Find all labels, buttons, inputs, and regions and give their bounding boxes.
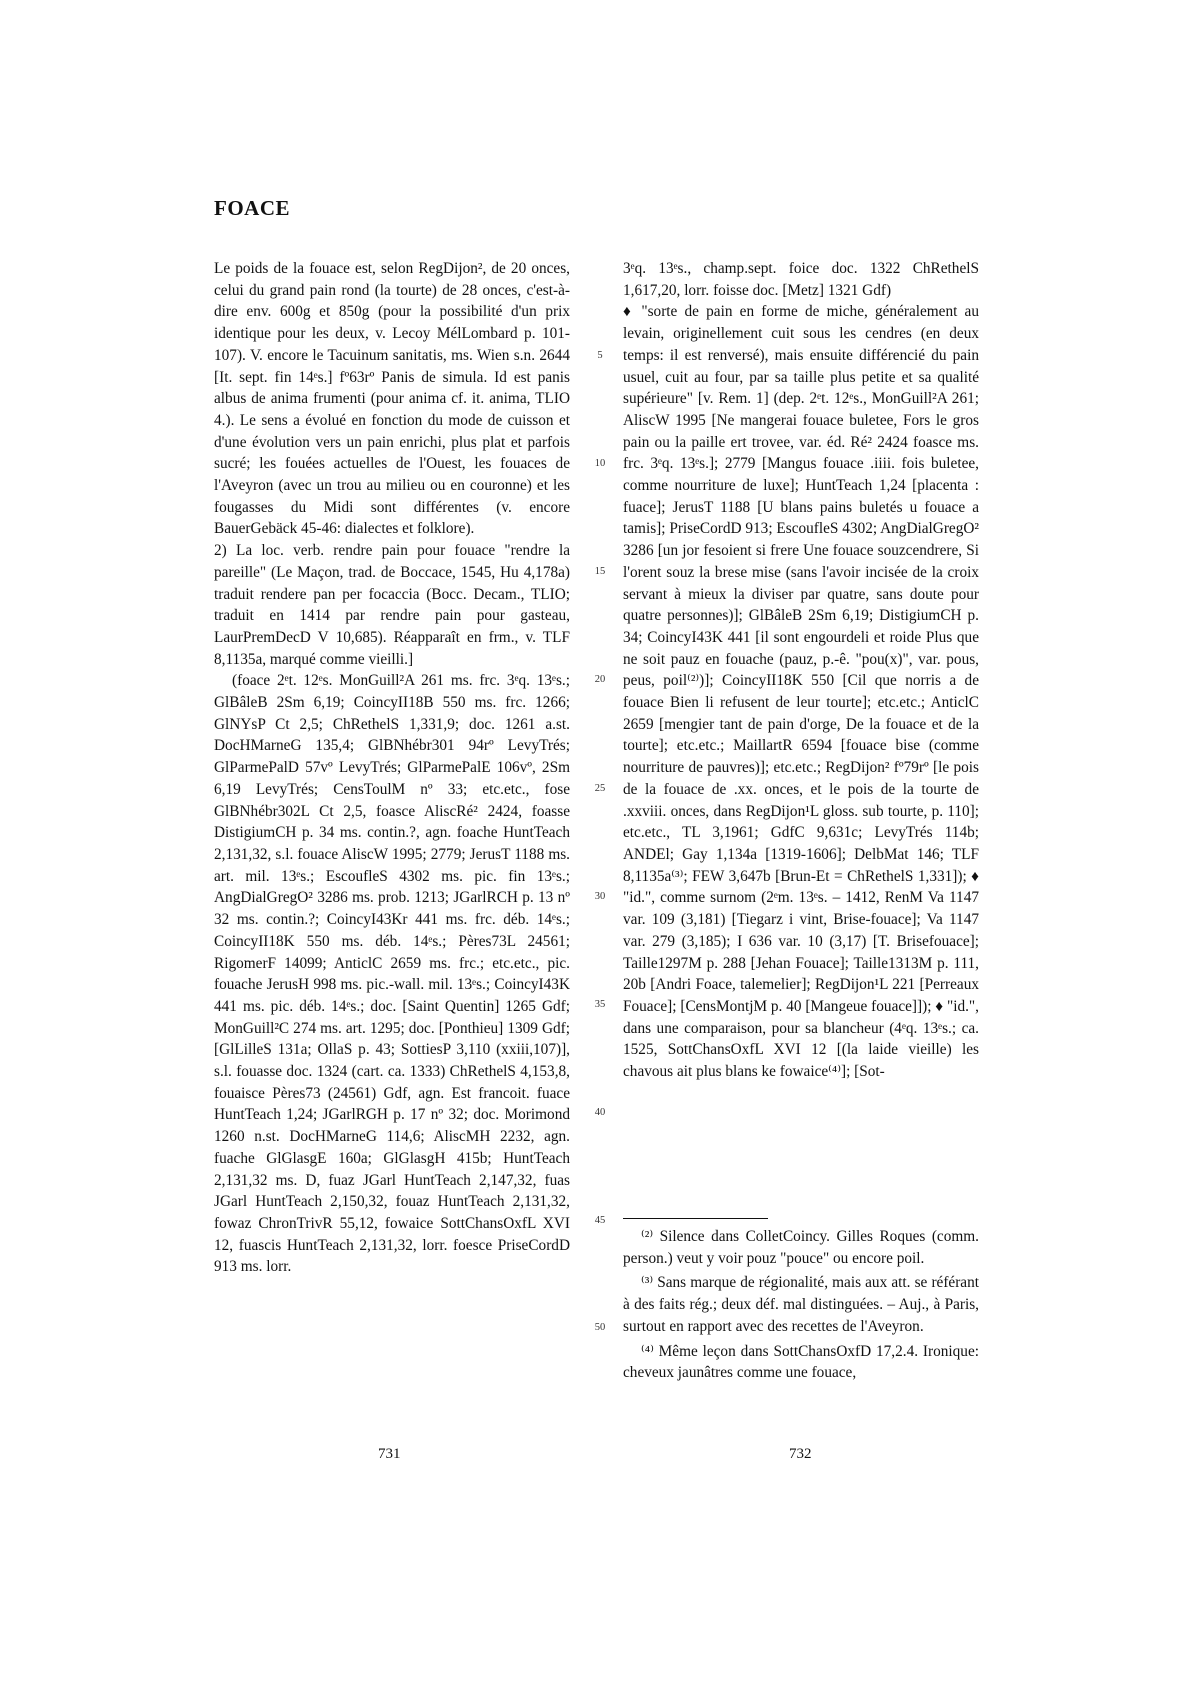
paragraph: ♦ "sorte de pain en forme de miche, généralement au levain, originellement cuit sous les cendres (en deux temps: il est renversé), mais ensuite différencié du pain usuel, cuit au four, par sa taille plus petite et sa qualité supérieure" [v. Rem. 1] (dep. 2ᵉt. 12ᵉs., MonGuill²A 261; AliscW 1995 [Ne mangerai fouace buletee, Fors le gros pain ou la paille ert trovee, var. éd. Ré² 2424 foasce ms. frc. 3ᵉq. 13ᵉs.]; 2779 [Mangus fouace .iiii. fois buletee, comme nourriture de luxe]; HuntTeach 1,24 [placenta : fuace]; JerusT 1188 [U blans pains buletés u fouace a tamis]; PriseCordD 913; EscoufleS 4302; AngDialGregO² 3286 [un jor fesoient si frere Une fouace souzcendrere, Si l'orent souz la brese mise (sans l'avoir incisée de la croix servant à mieux la diviser par quatre, sans doute pour quatre personnes)]; GlBâleB 2Sm 6,19; DistigiumCH p. 34; CoincyI43K 441 [il sont engourdeli et roide Plus que ne soit pauz en fouache (pauz, p.-ê. "pou(x)", var. pous, peus, poil⁽²⁾)]; CoincyII18K 550 [Cil que norris a de fouace Bien li refusent de leur tourte]; etc.etc.; AnticlC 2659 [mengier tant de pain d'orge, De la fouace et de la tourte]; etc.etc.; MaillartR 6594 [fouace bise (comme nourriture de pauvres)]; etc.etc.; RegDijon² fº79rº [le pois de la fouace de .xx. onces, et le pois de la tourte de .xxviii. onces, dans RegDijon¹L gloss. sub tourte, p. 110]; etc.etc., TL 3,1961; GdfC 9,631c; LevyTrés 114b; ANDEl; Gay 1,134a [1319-1606]; DelbMat 146; TLF 8,1135a⁽³⁾; FEW 3,647b [Brun-Et = ChRethelS 1,331]); ♦ "id.", comme surnom (2ᵉm. 13ᵉs. – 1412, RenM Va 1147 var. 109 (3,181) [Tiegarz i vint, Brise-fouace]; Va 1147 var. 279 (3,185); I 636 var. 10 (3,17) [T. Brisefouace]; Taille1297M p. 288 [Jehan Fouace]; Taille1313M p. 111, 20b [Andri Foace, talemelier]; RegDijon¹L 221 [Perreaux Fouace]; [CensMontjM p. 40 [Mangeue fouace]]); ♦ "id.", dans une comparaison, pour sa blancheur (4ᵉq. 13ᵉs.; ca. 1525, SottChansOxfL XVI 12 [(la laide vieille) les chavous ait plus blans ke fowaice⁽⁴⁾]; [Sot- xyxy=(623,303,979,1081)
line-number: 5 xyxy=(597,350,603,361)
line-number: 25 xyxy=(594,783,606,794)
footnotes xyxy=(623,1226,979,1387)
footnote: ⁽²⁾ Silence dans ColletCoincy. Gilles Roques (comm. person.) veut y voir pouz "pouce" ou encore poil. xyxy=(623,1228,979,1267)
line-number: 40 xyxy=(594,1107,606,1118)
footnote-rule xyxy=(623,1218,768,1219)
line-number: 10 xyxy=(594,458,606,469)
paragraph: 3ᵉq. 13ᵉs., champ.sept. foice doc. 1322 ChRethelS 1,617,20, lorr. foisse doc. [Metz] 1321 Gdf) xyxy=(623,260,979,299)
line-number: 15 xyxy=(594,566,606,577)
paragraph: 2) La loc. verb. rendre pain pour fouace "rendre la pareille" (Le Maçon, trad. de Boccace, 1545, Hu 4,178a) traduit rendere pan per focaccia (Bocc. Decam., TLIO; traduit en 1414 par rendre pain pour gasteau, LaurPremDecD V 10,685). Réapparaît en frm., v. TLF 8,1135a, marqué comme vieilli.] xyxy=(214,542,570,668)
line-number: 45 xyxy=(594,1215,606,1226)
page-number-left: 731 xyxy=(378,1446,401,1462)
line-number: 20 xyxy=(594,674,606,685)
footnote: ⁽⁴⁾ Même leçon dans SottChansOxfD 17,2.4. Ironique: cheveux jaunâtres comme une fouace, xyxy=(623,1342,979,1382)
paragraph: Le poids de la fouace est, selon RegDijon², de 20 onces, celui du grand pain rond (la tourte) de 28 onces, c'est-à-dire env. 600g et 850g (pour la possibilité d'un prix identique pour les deux, v. Lecoy MélLombard p. 101-107). V. encore le Tacuinum sanitatis, ms. Wien s.n. 2644 [It. sept. fin 14ᵉs.] fº63rº Panis de simula. Id est panis albus de anima frumenti (pour anima cf. it. anima, TLIO 4.). Le sens a évolué en fonction du mode de cuisson et d'une évolution vers un pain enrichi, plus plat et parfois sucré; les fouées actuelles de l'Ouest, les fouaces de l'Aveyron (avec un trou au milieu ou en couronne) et les fougasses du Midi sont différentes (v. encore BauerGebäck 45-46: dialectes et folklore). xyxy=(214,260,570,538)
line-number: 35 xyxy=(594,999,606,1010)
left-column xyxy=(214,258,570,1278)
line-number: 50 xyxy=(594,1322,606,1333)
right-column xyxy=(623,258,979,1083)
paragraph: (foace 2ᵉt. 12ᵉs. MonGuill²A 261 ms. frc. 3ᵉq. 13ᵉs.; GlBâleB 2Sm 6,19; CoincyII18B 550 ms. frc. 1266; GlNYsP Ct 2,5; ChRethelS 1,331,9; doc. 1261 a.st. DocHMarneG 135,4; GlBNhébr301 94rº LevyTrés; GlParmePalD 57vº LevyTrés; GlParmePalE 106vº, 2Sm 6,19 LevyTrés; CensToulM nº 33; etc.etc., fose GlBNhébr302L Ct 2,5, foasce AliscRé² 2424, foasse DistigiumCH p. 34 ms. contin.?, agn. foache HuntTeach 2,131,32, s.l. fouace AliscW 1995; 2779; JerusT 1188 ms. art. mil. 13ᵉs.; EscoufleS 4302 ms. pic. fin 13ᵉs.; AngDialGregO² 3286 ms. prob. 1213; JGarlRCH p. 13 nº 32 ms. contin.?; CoincyI43Kr 441 ms. frc. déb. 14ᵉs.; CoincyII18K 550 ms. déb. 14ᵉs.; Pères73L 24561; RigomerF 14099; AnticlC 2659 ms. frc.; etc.etc., pic. fouache JerusH 998 ms. pic.-wall. mil. 13ᵉs.; CoincyI43K 441 ms. pic. déb. 14ᵉs.; doc. [Saint Quentin] 1265 Gdf; MonGuill²C 274 ms. art. 1295; doc. [Ponthieu] 1309 Gdf; [GlLilleS 131a; OllaS p. 43; SottiesP 3,110 (xxiii,107)], s.l. fouasse doc. 1324 (cart. ca. 1333) ChRethelS 4,153,8, fouaisce Pères73 (24561) Gdf, agn. Est francoit. fuace HuntTeach 1,24; JGarlRGH p. 17 nº 32; doc. Morimond 1260 n.st. DocHMarneG 114,6; AliscMH 2232, agn. fuache GlGlasgE 160a; GlGlasgH 415b; HuntTeach 2,131,32 ms. D, fuaz JGarl HuntTeach 2,147,32, fuas JGarl HuntTeach 2,150,32, fouaz HuntTeach 2,131,32, fowaz ChronTrivR 55,12, fowaice SottChansOxfL XVI 12, fuascis HuntTeach 2,131,32, lorr. foesce PriseCordD 913 ms. lorr. xyxy=(214,672,570,1276)
footnote: ⁽³⁾ Sans marque de régionalité, mais aux att. se référant à des faits rég.; deux déf. mal distinguées. – Auj., à Paris, surtout en rapport avec des recettes de l'Aveyron. xyxy=(623,1274,979,1335)
page-number-right: 732 xyxy=(789,1446,812,1462)
line-number: 30 xyxy=(594,891,606,902)
page-title: FOACE xyxy=(214,196,290,220)
